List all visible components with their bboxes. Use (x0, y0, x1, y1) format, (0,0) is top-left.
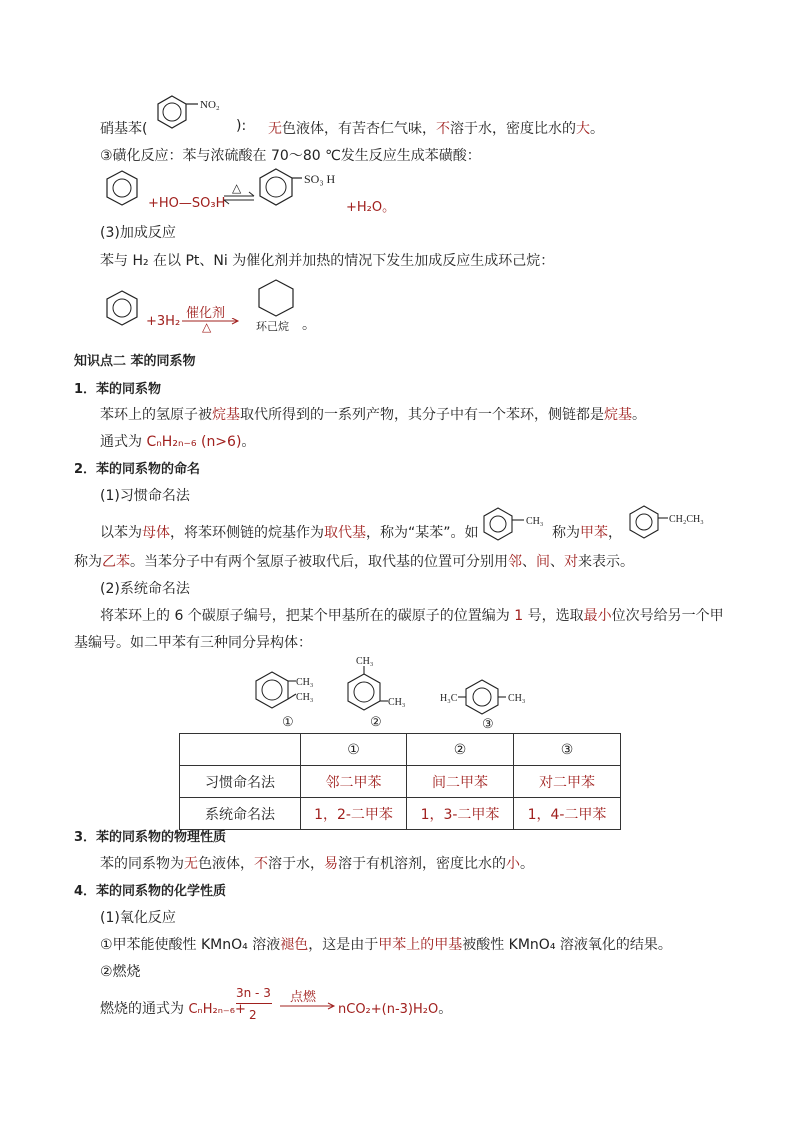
toluene-name: 甲苯 (580, 525, 608, 541)
addition-end: 。 (302, 317, 316, 333)
section-title-kp2: 知识点二 苯的同系物 (74, 354, 196, 369)
text-run: 取代所得到的一系列产物，其分子中有一个苯环，侧链都是 (240, 407, 604, 423)
methyl-label: CH₃ (526, 516, 544, 527)
fraction-bar (236, 1003, 272, 1004)
text-run: 、 (550, 554, 564, 570)
combustion-arrow (278, 1002, 338, 1012)
cyclohexane-label: 环己烷 (256, 320, 289, 333)
general-formula-line (100, 431, 255, 451)
text-run: 乙苯 (102, 554, 130, 570)
text-run: 。 (632, 407, 646, 423)
heading-chemical: 4．苯的同系物的化学性质 (74, 884, 227, 899)
text-run: ，将苯环侧链的烷基作为 (170, 525, 324, 541)
oxidation-title: (1)氧化反应 (100, 910, 176, 926)
text-run: 小 (506, 856, 520, 872)
text-run: 以苯为 (100, 525, 142, 541)
isomer-label-3: ③ (482, 716, 494, 731)
combustion-reactant: CₙH₂ₙ₋₆+ (188, 1002, 246, 1017)
addition-title: (3)加成反应 (100, 225, 176, 241)
toluene-text: 称为甲苯， (552, 525, 622, 541)
table-cell: 对二甲苯 (514, 766, 621, 798)
homolog-definition (100, 404, 646, 424)
table-header-row (180, 734, 621, 766)
benzene-structure-2 (104, 288, 144, 330)
text-run: 褪色 (280, 937, 309, 953)
formula-label: 通式为 (100, 434, 147, 450)
benzene-structure (104, 168, 144, 210)
sulfuric-reagent: +HO—SO₃H (148, 196, 226, 211)
svg-text:CH₃: CH₃ (388, 697, 406, 708)
text-run: 烷基 (212, 407, 240, 423)
heat-symbol: △ (232, 181, 242, 195)
heading-homologs: 1．苯的同系物 (74, 382, 162, 397)
text-run: 母体 (142, 525, 170, 541)
heat-symbol-2: △ (202, 320, 212, 334)
cyclohexane-structure (254, 278, 298, 318)
text-run: 溶于水，密度比水的 (450, 121, 576, 137)
text-run: 被酸性 KMnO₄ 溶液氧化的结果。 (462, 937, 672, 953)
text-run: 称为 (74, 554, 102, 570)
table-header-cell: ① (301, 734, 407, 766)
combustion-equation (100, 998, 246, 1018)
text-run: 。 (590, 121, 604, 137)
svg-text:CH₃: CH₃ (508, 693, 526, 704)
system-naming-title: (2)系统命名法 (100, 581, 190, 597)
svg-text:CH₃: CH₃ (356, 656, 374, 667)
text-run: ，这是由于 (308, 937, 379, 953)
text-run: 号，选取 (523, 608, 584, 624)
text-run: 对 (564, 554, 578, 570)
heading-naming: 2．苯的同系物的命名 (74, 462, 201, 477)
nitro-group-label: NO₂ (200, 99, 220, 111)
toluene-structure (480, 506, 556, 542)
text-run: 位次号给另一个甲 (611, 608, 724, 624)
text-run: 大 (576, 121, 590, 137)
table-header-cell: ③ (514, 734, 621, 766)
text-run: 易 (324, 856, 338, 872)
isomer-label-1: ① (282, 714, 294, 729)
addition-description: 苯与 H₂ 在以 Pt、Ni 为催化剂并加热的情况下发生加成反应生成环己烷： (100, 253, 555, 269)
table-row (180, 798, 621, 830)
habit-naming-title: (1)习惯命名法 (100, 488, 190, 504)
table-cell: 邻二甲苯 (301, 766, 407, 798)
text-run: 不 (254, 856, 268, 872)
text-run: 1 (514, 608, 524, 624)
table-row (180, 766, 621, 798)
para-xylene-structure (440, 680, 525, 731)
text-run: 苯环上的氢原子被 (100, 407, 212, 423)
svg-text:CH₃: CH₃ (296, 692, 314, 703)
text-run: 将苯环上的 6 个碳原子编号，把某个甲基所在的碳原子的位置编为 (100, 608, 515, 624)
text-run: 色液体， (198, 856, 254, 872)
habit-naming-line2 (74, 551, 634, 571)
text-run: 间 (536, 554, 550, 570)
system-naming-line2: 基编号。如二甲苯有三种同分异构体： (74, 635, 312, 651)
table-row-label: 系统命名法 (180, 798, 301, 830)
text-run: 。当苯分子中有两个氢原子被取代后，取代基的位置可分别用 (130, 554, 508, 570)
text-run: ①甲苯能使酸性 KMnO₄ 溶液 (100, 937, 281, 953)
combustion-products: nCO₂+(n-3)H₂O。 (338, 1001, 453, 1017)
table-row-label: 习惯命名法 (180, 766, 301, 798)
general-formula: CₙH₂ₙ₋₆ (n>6) (146, 434, 242, 450)
table-cell: 1，2-二甲苯 (301, 798, 407, 830)
text-run: 最小 (583, 608, 612, 624)
water-product: +H₂O。 (346, 200, 396, 215)
text-run: 色液体，有苦杏仁气味， (282, 121, 436, 137)
text-run: 苯的同系物为 (100, 856, 184, 872)
meta-xylene-structure (348, 656, 405, 729)
table-cell: 1，4-二甲苯 (514, 798, 621, 830)
sulfonic-group-label: SO₃ H (304, 172, 336, 186)
xylene-naming-table (179, 733, 621, 830)
text-run: 取代基 (324, 525, 366, 541)
isomer-label-2: ② (370, 714, 382, 729)
physical-properties (100, 853, 534, 873)
text-run: 、 (522, 554, 536, 570)
nitrobenzene-close: ): (236, 118, 247, 134)
reversible-arrow (222, 180, 258, 208)
xylene-isomers (250, 654, 550, 732)
text-run: 烷基 (604, 407, 632, 423)
combustion-title: ②燃烧 (100, 964, 141, 980)
text-run: 不 (436, 121, 450, 137)
text-run: 甲苯上的甲基 (378, 937, 463, 953)
nitrobenzene-properties (268, 118, 604, 138)
table-cell: 间二甲苯 (407, 766, 514, 798)
combustion-product: nCO₂+(n-3)H₂O (338, 1002, 439, 1017)
text-run: ，称为“某苯”。如 (366, 525, 479, 541)
habit-naming-line1 (100, 522, 479, 542)
combustion-coefficient-denominator: 2 (249, 1008, 257, 1022)
oxidation-text (100, 934, 672, 954)
text-run: 来表示。 (578, 554, 634, 570)
heading-physical: 3．苯的同系物的物理性质 (74, 830, 227, 845)
text-run: 溶于水， (268, 856, 324, 872)
combustion-coefficient-numerator: 3n - 3 (236, 986, 271, 1000)
system-naming-line1 (100, 605, 724, 625)
formula-end: 。 (241, 434, 256, 450)
combustion-label: 燃烧的通式为 (100, 1001, 189, 1017)
svg-text:H₃C: H₃C (440, 693, 458, 704)
nitrobenzene-name: 硝基苯( (100, 121, 148, 137)
text-run: 无 (184, 856, 198, 872)
table-cell: 1，3-二甲苯 (407, 798, 514, 830)
hydrogen-reagent: +3H₂ (146, 314, 181, 329)
combustion-condition: 点燃 (290, 990, 317, 1005)
text-run: 无 (268, 121, 282, 137)
text-run: 邻 (508, 554, 522, 570)
ethylbenzene-structure (626, 504, 716, 540)
sulfonation-title: ③磺化反应：苯与浓硫酸在 70～80 ℃发生反应生成苯磺酸： (100, 148, 481, 164)
table-header-cell (180, 734, 301, 766)
table-header-cell: ② (407, 734, 514, 766)
svg-text:CH₃: CH₃ (296, 677, 314, 688)
text-run: 。 (520, 856, 534, 872)
text-run: 溶于有机溶剂，密度比水的 (338, 856, 506, 872)
nitrobenzene-structure (150, 92, 240, 132)
ethyl-label: CH₂CH₃ (669, 514, 704, 525)
catalyst-label: 催化剂 (186, 306, 226, 321)
ortho-xylene-structure (256, 672, 313, 729)
benzenesulfonic-acid-structure (256, 166, 356, 210)
